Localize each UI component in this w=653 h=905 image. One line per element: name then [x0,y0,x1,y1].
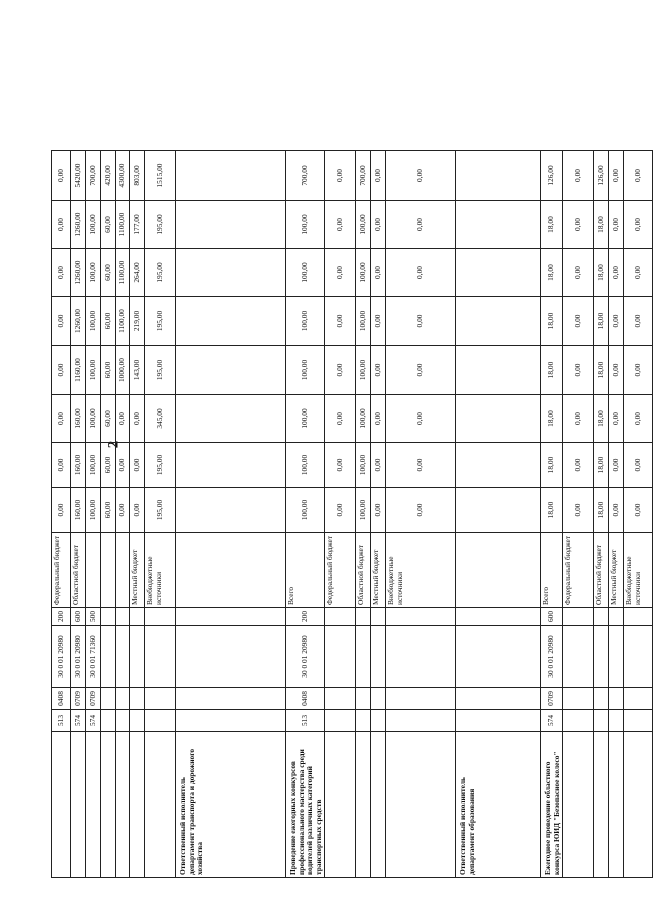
target-article-cell [624,626,653,688]
year-value-cell [176,346,286,395]
year-value-cell: 18,00 [594,201,609,249]
year-value-cell: 0,00 [563,395,594,443]
year-value-cell [456,249,541,297]
year-value-cell: 1260,00 [71,201,86,249]
measure-name-cell [594,732,609,878]
year-value-cell: 0,00 [624,488,653,533]
year-value-cell: 0,00 [624,297,653,346]
measure-name-cell [130,732,145,878]
year-value-cell: 100,00 [86,201,101,249]
year-value-cell: 0,00 [563,249,594,297]
expense-type-cell [594,608,609,626]
year-value-cell: 0,00 [563,443,594,488]
year-value-cell: 0,00 [609,488,624,533]
grbs-cell [371,710,386,732]
year-value-cell [176,443,286,488]
grbs-cell: 513 [52,710,71,732]
target-article-cell [594,626,609,688]
total-value-cell: 803,00 [130,151,145,201]
measure-name-cell [609,732,624,878]
total-value-cell: 0,00 [624,151,653,201]
table-row [609,151,624,878]
funding-source-cell [456,533,541,608]
year-value-cell: 18,00 [594,297,609,346]
year-value-cell: 0,00 [563,297,594,346]
measure-name-cell [145,732,176,878]
rzpr-cell [456,688,541,710]
year-value-cell [456,488,541,533]
year-value-cell: 0,00 [609,346,624,395]
year-value-cell [176,297,286,346]
table-row [86,151,101,878]
year-value-cell: 0,00 [52,395,71,443]
total-value-cell [456,151,541,201]
year-value-cell: 100,00 [356,201,371,249]
year-value-cell: 18,00 [541,443,563,488]
expense-type-cell [456,608,541,626]
year-value-cell: 143,00 [130,346,145,395]
year-value-cell: 18,00 [541,346,563,395]
year-value-cell: 100,00 [286,201,325,249]
funding-source-cell: Всего [286,533,325,608]
year-value-cell: 18,00 [541,249,563,297]
year-value-cell: 160,00 [71,443,86,488]
year-value-cell: 0,00 [325,201,356,249]
total-value-cell: 5420,00 [71,151,86,201]
year-value-cell: 60,00 [101,346,116,395]
target-article-cell: 30 0 01 20980 [71,626,86,688]
rzpr-cell [609,688,624,710]
year-value-cell: 100,00 [86,297,101,346]
year-value-cell: 18,00 [594,346,609,395]
measure-name-cell [371,732,386,878]
year-value-cell: 0,00 [386,297,456,346]
total-value-cell: 1515,00 [145,151,176,201]
grbs-cell [116,710,130,732]
table-row [624,151,653,878]
year-value-cell: 0,00 [624,346,653,395]
year-value-cell: 0,00 [609,443,624,488]
year-value-cell [176,395,286,443]
funding-source-cell: Местный бюджет [609,533,624,608]
target-article-cell [176,626,286,688]
year-value-cell: 18,00 [541,201,563,249]
year-value-cell: 264,00 [130,249,145,297]
year-value-cell: 160,00 [71,395,86,443]
grbs-cell [594,710,609,732]
table-row [325,151,356,878]
table-row [101,151,116,878]
year-value-cell [176,488,286,533]
funding-source-cell: Областной бюджет [594,533,609,608]
funding-source-cell [176,533,286,608]
grbs-cell [145,710,176,732]
year-value-cell: 195,00 [145,201,176,249]
year-value-cell: 1000,00 [116,346,130,395]
grbs-cell [624,710,653,732]
rzpr-cell [101,688,116,710]
year-value-cell: 18,00 [594,395,609,443]
year-value-cell: 0,00 [325,249,356,297]
year-value-cell: 60,00 [101,395,116,443]
funding-source-cell: Областной бюджет [356,533,371,608]
page-number: 2 [105,440,122,449]
rzpr-cell [176,688,286,710]
year-value-cell: 18,00 [594,488,609,533]
year-value-cell: 100,00 [356,297,371,346]
year-value-cell: 60,00 [101,201,116,249]
grbs-cell [176,710,286,732]
rzpr-cell [371,688,386,710]
year-value-cell: 0,00 [130,488,145,533]
year-value-cell: 0,00 [563,201,594,249]
year-value-cell: 100,00 [86,488,101,533]
measure-name-cell [624,732,653,878]
funding-source-cell [101,533,116,608]
target-article-cell: 30 0 01 71360 [86,626,101,688]
year-value-cell: 0,00 [52,249,71,297]
target-article-cell [101,626,116,688]
year-value-cell: 60,00 [101,249,116,297]
total-value-cell: 0,00 [371,151,386,201]
measure-name-cell: Ежегодное проведение областного конкурса ЮИД "Безопасное колесо" [541,732,563,878]
target-article-cell [563,626,594,688]
year-value-cell: 0,00 [325,395,356,443]
year-value-cell: 0,00 [52,443,71,488]
rzpr-cell: 0408 [52,688,71,710]
year-value-cell: 0,00 [52,488,71,533]
year-value-cell: 18,00 [594,249,609,297]
grbs-cell [325,710,356,732]
funding-source-cell: Всего [541,533,563,608]
rzpr-cell [594,688,609,710]
total-value-cell: 700,00 [86,151,101,201]
target-article-cell: 30 0 01 20980 [541,626,563,688]
year-value-cell: 0,00 [116,443,130,488]
year-value-cell [176,201,286,249]
year-value-cell: 195,00 [145,488,176,533]
year-value-cell: 0,00 [116,488,130,533]
year-value-cell [456,346,541,395]
table-row [71,151,86,878]
year-value-cell: 100,00 [356,443,371,488]
table-row [456,151,541,878]
grbs-cell [386,710,456,732]
year-value-cell: 0,00 [386,395,456,443]
year-value-cell [456,201,541,249]
rzpr-cell [145,688,176,710]
total-value-cell: 126,00 [594,151,609,201]
year-value-cell: 160,00 [71,488,86,533]
total-value-cell [176,151,286,201]
year-value-cell: 100,00 [86,443,101,488]
grbs-cell [456,710,541,732]
year-value-cell: 0,00 [371,443,386,488]
year-value-cell: 0,00 [386,346,456,395]
year-value-cell: 60,00 [101,297,116,346]
funding-source-cell: Внебюджетные источники [624,533,653,608]
expense-type-cell: 600 [541,608,563,626]
year-value-cell: 60,00 [101,488,116,533]
rzpr-cell: 0709 [86,688,101,710]
table-row [356,151,371,878]
total-value-cell: 700,00 [356,151,371,201]
year-value-cell: 0,00 [371,249,386,297]
rzpr-cell: 0709 [541,688,563,710]
year-value-cell: 100,00 [356,395,371,443]
year-value-cell: 100,00 [286,249,325,297]
year-value-cell: 1160,00 [71,346,86,395]
year-value-cell: 0,00 [325,488,356,533]
grbs-cell: 574 [541,710,563,732]
expense-type-cell: 500 [86,608,101,626]
year-value-cell: 0,00 [116,395,130,443]
rzpr-cell [116,688,130,710]
year-value-cell: 0,00 [609,201,624,249]
rzpr-cell [356,688,371,710]
target-article-cell [609,626,624,688]
total-value-cell: 0,00 [52,151,71,201]
target-article-cell [386,626,456,688]
year-value-cell: 18,00 [541,395,563,443]
year-value-cell: 0,00 [609,249,624,297]
expense-type-cell [356,608,371,626]
table-row [371,151,386,878]
expense-type-cell [101,608,116,626]
table-row [52,151,71,878]
rzpr-cell [624,688,653,710]
total-value-cell: 0,00 [563,151,594,201]
rzpr-cell [563,688,594,710]
grbs-cell [356,710,371,732]
funding-source-cell: Внебюджетные источники [145,533,176,608]
target-article-cell [356,626,371,688]
year-value-cell: 1260,00 [71,249,86,297]
year-value-cell: 0,00 [386,488,456,533]
total-value-cell: 126,00 [541,151,563,201]
grbs-cell [563,710,594,732]
target-article-cell [456,626,541,688]
rzpr-cell [325,688,356,710]
expense-type-cell [624,608,653,626]
year-value-cell: 0,00 [52,297,71,346]
table-row [176,151,286,878]
expense-type-cell [325,608,356,626]
year-value-cell: 60,00 [101,443,116,488]
total-value-cell: 0,00 [386,151,456,201]
year-value-cell: 18,00 [594,443,609,488]
funding-source-cell: Федеральный бюджет [563,533,594,608]
year-value-cell: 0,00 [624,395,653,443]
grbs-cell [130,710,145,732]
grbs-cell: 574 [71,710,86,732]
table-row [145,151,176,878]
year-value-cell: 100,00 [286,346,325,395]
year-value-cell: 100,00 [286,488,325,533]
expense-type-cell [176,608,286,626]
year-value-cell: 0,00 [386,201,456,249]
target-article-cell: 30 0 01 20980 [52,626,71,688]
year-value-cell: 0,00 [325,443,356,488]
table-row [130,151,145,878]
year-value-cell: 0,00 [371,297,386,346]
expense-type-cell [130,608,145,626]
measure-name-cell [52,732,71,878]
total-value-cell: 700,00 [286,151,325,201]
measure-name-cell [116,732,130,878]
year-value-cell: 100,00 [86,346,101,395]
table-row [116,151,130,878]
grbs-cell [609,710,624,732]
table-row [386,151,456,878]
year-value-cell: 0,00 [624,201,653,249]
measure-name-cell [86,732,101,878]
target-article-cell: 30 0 01 20980 [286,626,325,688]
year-value-cell: 0,00 [130,443,145,488]
expense-type-cell [145,608,176,626]
year-value-cell: 100,00 [86,249,101,297]
expense-type-cell [563,608,594,626]
total-value-cell: 0,00 [325,151,356,201]
year-value-cell: 195,00 [145,249,176,297]
measure-name-cell [356,732,371,878]
year-value-cell: 100,00 [356,346,371,395]
year-value-cell: 0,00 [52,201,71,249]
funding-source-cell: Областной бюджет [71,533,86,608]
funding-source-cell [116,533,130,608]
funding-source-cell [86,533,101,608]
year-value-cell: 195,00 [145,346,176,395]
expense-type-cell [116,608,130,626]
rzpr-cell [386,688,456,710]
year-value-cell: 1260,00 [71,297,86,346]
year-value-cell: 1100,00 [116,201,130,249]
year-value-cell: 100,00 [356,249,371,297]
year-value-cell: 100,00 [286,443,325,488]
expense-type-cell: 600 [71,608,86,626]
year-value-cell: 195,00 [145,297,176,346]
year-value-cell: 1100,00 [116,249,130,297]
expense-type-cell: 200 [286,608,325,626]
measure-name-cell [325,732,356,878]
year-value-cell [176,249,286,297]
year-value-cell: 195,00 [145,443,176,488]
rzpr-cell: 0709 [71,688,86,710]
year-value-cell: 219,00 [130,297,145,346]
year-value-cell [456,395,541,443]
year-value-cell [456,443,541,488]
year-value-cell: 0,00 [624,443,653,488]
table-row [286,151,325,878]
year-value-cell: 0,00 [609,297,624,346]
year-value-cell: 0,00 [325,297,356,346]
year-value-cell: 18,00 [541,297,563,346]
measure-name-cell [71,732,86,878]
measure-name-cell [101,732,116,878]
year-value-cell: 0,00 [563,346,594,395]
budget-table [51,150,653,878]
grbs-cell: 513 [286,710,325,732]
year-value-cell: 100,00 [286,395,325,443]
measure-name-cell [563,732,594,878]
expense-type-cell [609,608,624,626]
expense-type-cell: 200 [52,608,71,626]
grbs-cell: 574 [86,710,101,732]
funding-source-cell: Федеральный бюджет [52,533,71,608]
grbs-cell [101,710,116,732]
table-row [541,151,563,878]
year-value-cell: 345,00 [145,395,176,443]
measure-name-cell [386,732,456,878]
year-value-cell: 0,00 [386,249,456,297]
measure-name-cell: Ответственный исполнитель департамент образования [456,732,541,878]
funding-source-cell: Федеральный бюджет [325,533,356,608]
year-value-cell: 0,00 [325,346,356,395]
total-value-cell: 420,00 [101,151,116,201]
funding-source-cell: Местный бюджет [371,533,386,608]
table-row [594,151,609,878]
year-value-cell: 1100,00 [116,297,130,346]
target-article-cell [325,626,356,688]
expense-type-cell [386,608,456,626]
year-value-cell: 18,00 [541,488,563,533]
year-value-cell: 0,00 [52,346,71,395]
target-article-cell [371,626,386,688]
year-value-cell: 0,00 [386,443,456,488]
year-value-cell: 0,00 [371,488,386,533]
funding-source-cell: Внебюджетные источники [386,533,456,608]
year-value-cell: 0,00 [371,201,386,249]
rzpr-cell [130,688,145,710]
rzpr-cell: 0408 [286,688,325,710]
table-row [563,151,594,878]
year-value-cell: 177,00 [130,201,145,249]
measure-name-cell: Проведение ежегодных конкурсов профессионального мастерства среди водителей различных категорий транспортных средств [286,732,325,878]
target-article-cell [130,626,145,688]
expense-type-cell [371,608,386,626]
year-value-cell: 0,00 [609,395,624,443]
target-article-cell [116,626,130,688]
total-value-cell: 4300,00 [116,151,130,201]
year-value-cell: 0,00 [371,395,386,443]
year-value-cell: 0,00 [130,395,145,443]
target-article-cell [145,626,176,688]
year-value-cell: 0,00 [563,488,594,533]
measure-name-cell: Ответственный исполнитель департамент транспорта и дорожного хозяйства [176,732,286,878]
funding-source-cell: Местный бюджет [130,533,145,608]
year-value-cell [456,297,541,346]
year-value-cell: 0,00 [624,249,653,297]
year-value-cell: 100,00 [86,395,101,443]
year-value-cell: 0,00 [371,346,386,395]
year-value-cell: 100,00 [356,488,371,533]
total-value-cell: 0,00 [609,151,624,201]
year-value-cell: 100,00 [286,297,325,346]
